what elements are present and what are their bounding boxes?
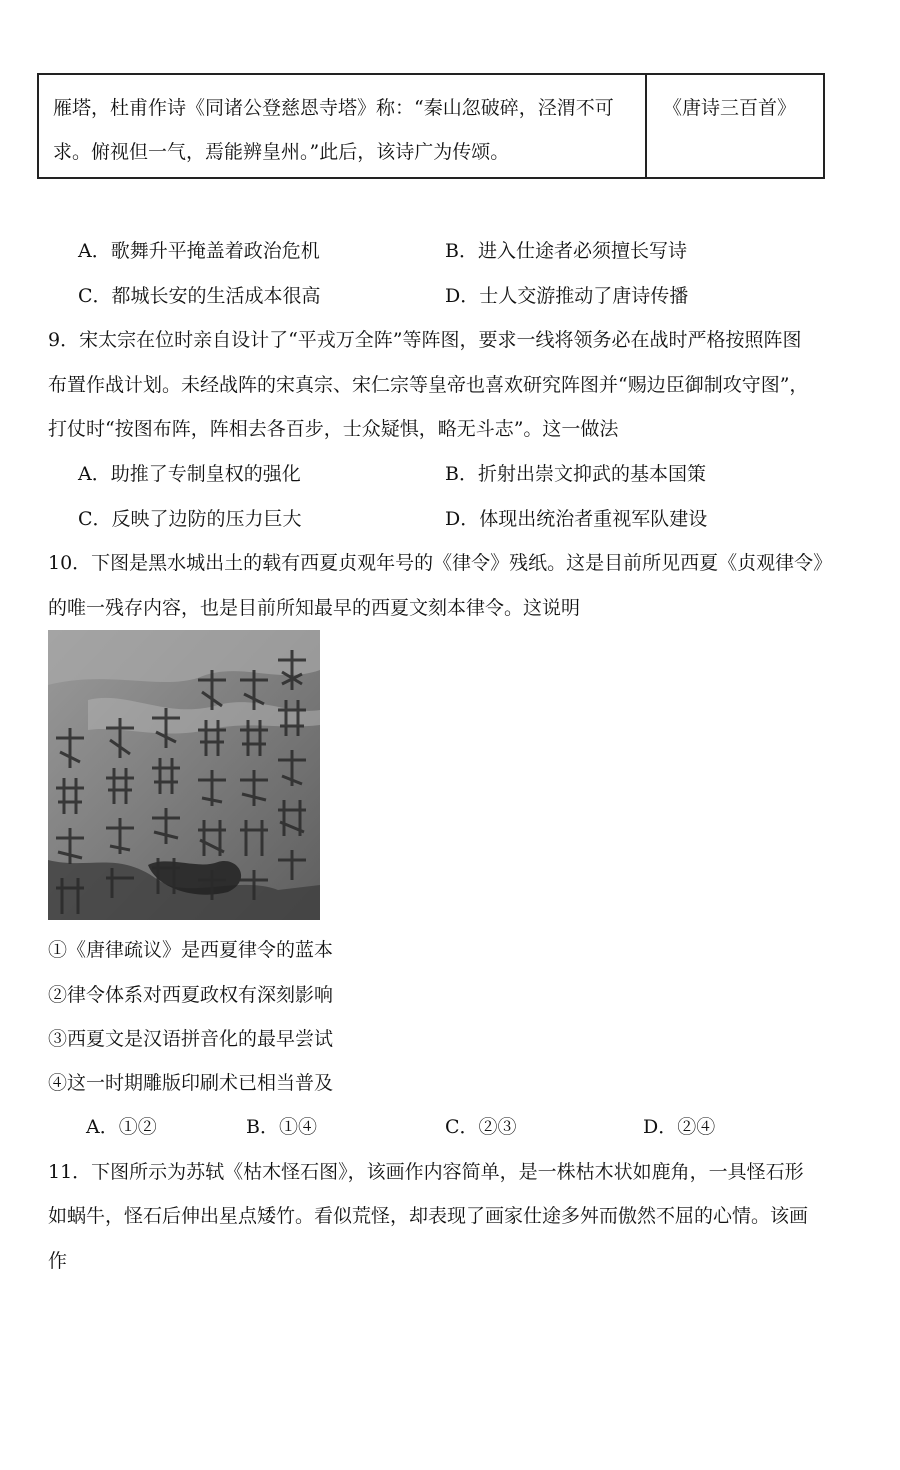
q10-statement-3: ③西夏文是汉语拼音化的最早尝试 xyxy=(48,1028,334,1050)
q9-line-2: 布置作战计划。未经战阵的宋真宗、宋仁宗等皇帝也喜欢研究阵图并“赐边臣御制攻守图”， xyxy=(48,374,809,396)
table-left-line-2: 求。俯视但一气，焉能辨皇州。”此后，该诗广为传颂。 xyxy=(53,141,510,163)
q10-statement-4: ④这一时期雕版印刷术已相当普及 xyxy=(48,1072,334,1094)
table-left-line-1: 雁塔，杜甫作诗《同诸公登慈恩寺塔》称：“秦山忽破碎，泾渭不可 xyxy=(53,97,614,119)
q8-option-c: C．都城长安的生活成本很高 xyxy=(78,285,321,307)
q9-option-a: A．助推了专制皇权的强化 xyxy=(78,463,301,485)
q8-option-a: A．歌舞升平掩盖着政治危机 xyxy=(78,240,320,262)
q10-line-2: 的唯一残存内容，也是目前所知最早的西夏文刻本律令。这说明 xyxy=(48,597,581,619)
q9-line-1: 9．宋太宗在位时亲自设计了“平戎万全阵”等阵图，要求一线将领务必在战时严格按照阵图 xyxy=(48,329,802,351)
quote-table xyxy=(37,73,825,179)
q9-option-c: C．反映了边防的压力巨大 xyxy=(78,508,302,530)
q10-option-b: B．①④ xyxy=(246,1116,317,1138)
q8-option-d: D．士人交游推动了唐诗传播 xyxy=(445,285,689,307)
q9-option-d: D．体现出统治者重视军队建设 xyxy=(445,508,708,530)
q10-line-1: 10．下图是黑水城出土的载有西夏贞观年号的《律令》残纸。这是目前所见西夏《贞观律令》 xyxy=(48,552,833,574)
q8-option-b: B．进入仕途者必须擅长写诗 xyxy=(445,240,687,262)
q9-option-b: B．折射出崇文抑武的基本国策 xyxy=(445,463,706,485)
table-divider xyxy=(645,75,647,177)
q10-statement-2: ②律令体系对西夏政权有深刻影响 xyxy=(48,984,334,1006)
q10-option-c: C．②③ xyxy=(445,1116,517,1138)
xixia-fragment-image xyxy=(48,630,320,920)
xixia-fragment-illustration xyxy=(48,630,320,920)
q10-option-d: D．②④ xyxy=(643,1116,716,1138)
q11-line-3: 作 xyxy=(48,1250,68,1272)
q10-statement-1: ①《唐律疏议》是西夏律令的蓝本 xyxy=(48,939,334,961)
q9-line-3: 打仗时“按图布阵，阵相去各百步，士众疑惧，略无斗志”。这一做法 xyxy=(48,418,619,440)
q11-line-1: 11．下图所示为苏轼《枯木怪石图》，该画作内容简单，是一株枯木状如鹿角，一具怪石形 xyxy=(48,1161,804,1183)
q10-option-a: A．①② xyxy=(86,1116,157,1138)
q11-line-2: 如蜗牛，怪石后伸出星点矮竹。看似荒怪，却表现了画家仕途多舛而傲然不屈的心情。该画 xyxy=(48,1205,809,1227)
table-source: 《唐诗三百首》 xyxy=(663,97,797,119)
